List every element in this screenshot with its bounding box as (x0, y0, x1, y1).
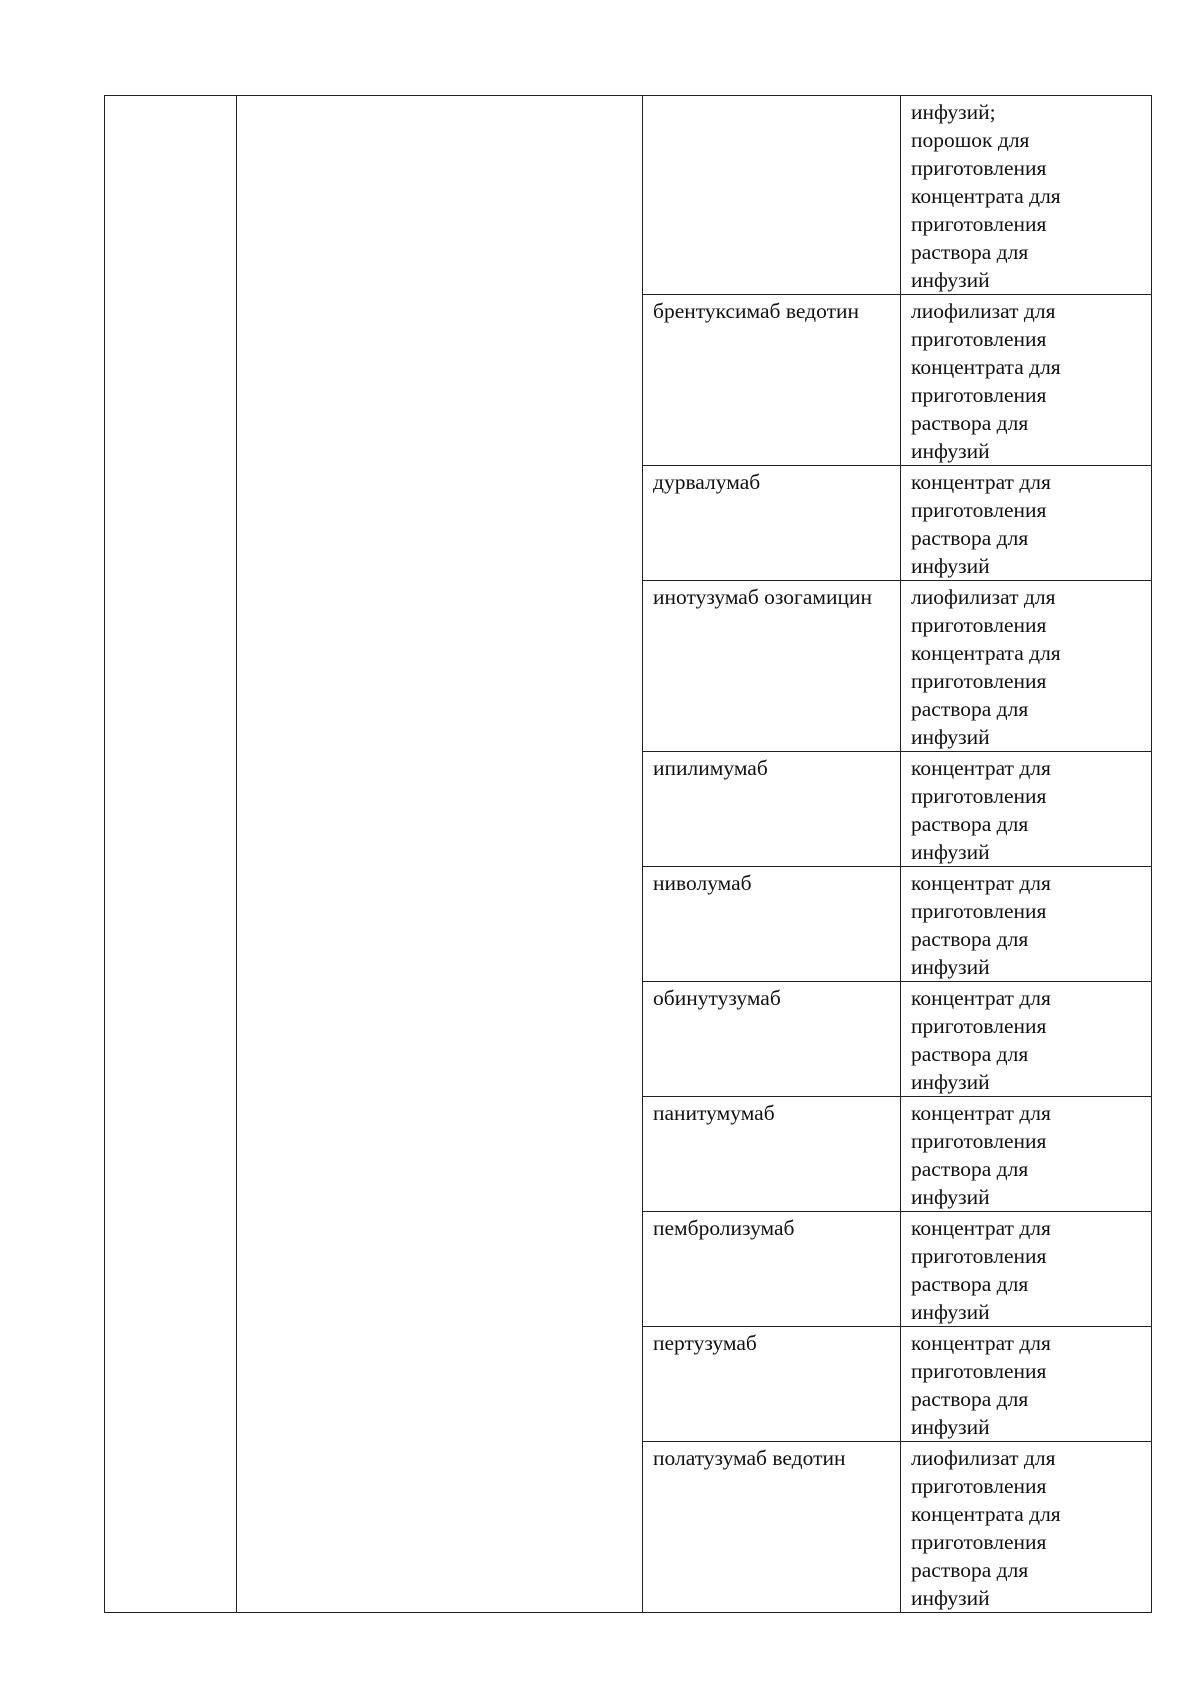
dosage-form-line: инфузий (911, 1070, 990, 1094)
drug-name: обинутузумаб (653, 986, 781, 1010)
dosage-form-line: инфузий (911, 1586, 990, 1610)
drug-name-cell (643, 982, 901, 1097)
dosage-form-line: концентрата для (911, 641, 1061, 665)
dosage-form-line: приготовления (911, 669, 1047, 693)
drug-name-cell (643, 581, 901, 752)
dosage-form-line: инфузий (911, 554, 990, 578)
dosage-form-line: концентрат для (911, 1331, 1051, 1355)
dosage-form-line: приготовления (911, 784, 1047, 808)
drug-name-cell (643, 1327, 901, 1442)
dosage-form-cell (901, 581, 1152, 752)
drug-name: дурвалумаб (653, 470, 761, 494)
dosage-form-line: концентрат для (911, 986, 1051, 1010)
dosage-form-line: приготовления (911, 613, 1047, 637)
drug-table-body (105, 96, 1152, 1613)
dosage-form-line: приготовления (911, 1474, 1047, 1498)
dosage-form-line: приготовления (911, 156, 1047, 180)
dosage-form-line: раствора для (911, 812, 1029, 836)
dosage-form-line: раствора для (911, 411, 1029, 435)
drug-name-cell (643, 466, 901, 581)
table-row (105, 96, 1152, 295)
dosage-form-line: раствора для (911, 1387, 1029, 1411)
drug-name-cell (643, 1442, 901, 1613)
dosage-form-line: порошок для (911, 128, 1030, 152)
drug-name: пертузумаб (653, 1331, 757, 1355)
dosage-form-line: инфузий (911, 1300, 990, 1324)
dosage-form-line: инфузий (911, 840, 990, 864)
dosage-form-line: раствора для (911, 697, 1029, 721)
dosage-form-line: приготовления (911, 383, 1047, 407)
dosage-form-line: раствора для (911, 1157, 1029, 1181)
dosage-form-line: концентрат для (911, 1216, 1051, 1240)
dosage-form-line: лиофилизат для (911, 1446, 1056, 1470)
dosage-form-line: приготовления (911, 1244, 1047, 1268)
dosage-form-line: концентрат для (911, 470, 1051, 494)
drug-name: панитумумаб (653, 1101, 775, 1125)
dosage-form-line: раствора для (911, 526, 1029, 550)
dosage-form-line: приготовления (911, 327, 1047, 351)
dosage-form-line: инфузий (911, 1185, 990, 1209)
drug-table (104, 95, 1152, 1613)
dosage-form-cell (901, 295, 1152, 466)
drug-name-cell (643, 1097, 901, 1212)
dosage-form-cell (901, 1327, 1152, 1442)
dosage-form-line: раствора для (911, 927, 1029, 951)
dosage-form-line: приготовления (911, 212, 1047, 236)
drug-name-cell (643, 1212, 901, 1327)
dosage-form-cell (901, 1442, 1152, 1613)
drug-name: пембролизумаб (653, 1216, 795, 1240)
dosage-form-line: раствора для (911, 1042, 1029, 1066)
dosage-form-line: инфузий; (911, 100, 996, 124)
anatomical-group-cell (237, 96, 643, 1613)
dosage-form-line: концентрата для (911, 355, 1061, 379)
dosage-form-cell (901, 867, 1152, 982)
dosage-form-line: концентрат для (911, 871, 1051, 895)
dosage-form-line: приготовления (911, 1530, 1047, 1554)
drug-name-cell (643, 867, 901, 982)
dosage-form-line: концентрат для (911, 1101, 1051, 1125)
dosage-form-line: раствора для (911, 240, 1029, 264)
dosage-form-line: раствора для (911, 1558, 1029, 1582)
dosage-form-cell (901, 96, 1152, 295)
dosage-form-line: приготовления (911, 1129, 1047, 1153)
dosage-form-line: инфузий (911, 268, 990, 292)
dosage-form-line: концентрата для (911, 1502, 1061, 1526)
dosage-form-cell (901, 752, 1152, 867)
dosage-form-cell (901, 982, 1152, 1097)
dosage-form-line: приготовления (911, 1359, 1047, 1383)
drug-name: брентуксимаб ведотин (653, 299, 859, 323)
dosage-form-line: приготовления (911, 899, 1047, 923)
dosage-form-line: инфузий (911, 955, 990, 979)
dosage-form-line: концентрат для (911, 756, 1051, 780)
dosage-form-line: раствора для (911, 1272, 1029, 1296)
dosage-form-cell (901, 1097, 1152, 1212)
dosage-form-line: инфузий (911, 1415, 990, 1439)
drug-name: полатузумаб ведотин (653, 1446, 846, 1470)
drug-name-cell (643, 96, 901, 295)
dosage-form-line: лиофилизат для (911, 299, 1056, 323)
dosage-form-cell (901, 466, 1152, 581)
drug-name: ипилимумаб (653, 756, 768, 780)
dosage-form-line: приготовления (911, 498, 1047, 522)
drug-name: ниволумаб (653, 871, 752, 895)
drug-name: инотузумаб озогамицин (653, 585, 873, 609)
drug-name-cell (643, 752, 901, 867)
dosage-form-line: лиофилизат для (911, 585, 1056, 609)
dosage-form-line: инфузий (911, 439, 990, 463)
dosage-form-line: приготовления (911, 1014, 1047, 1038)
dosage-form-line: инфузий (911, 725, 990, 749)
dosage-form-cell (901, 1212, 1152, 1327)
drug-name-cell (643, 295, 901, 466)
dosage-form-line: концентрата для (911, 184, 1061, 208)
atc-code-cell (105, 96, 237, 1613)
